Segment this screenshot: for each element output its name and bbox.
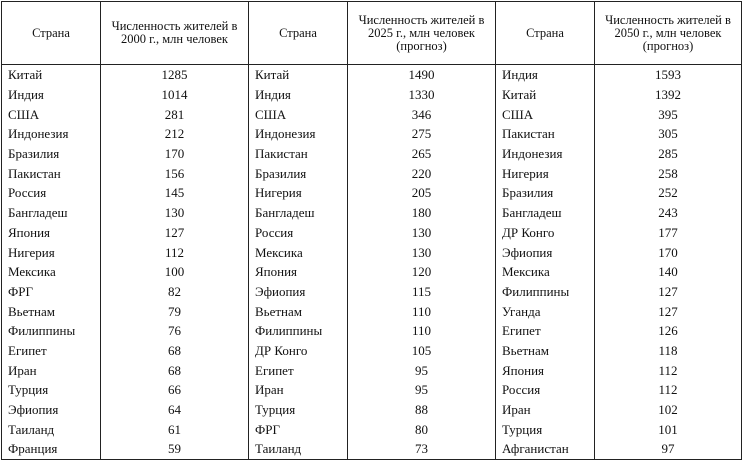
table-row [2,439,742,459]
table-row [2,203,742,223]
country-2025: Россия [249,223,348,243]
country-2000: Индия [2,85,101,105]
header-population-2025: Численность жителей в 2025 г., млн человек (прогноз) [348,2,496,65]
population-2050: 177 [595,223,742,243]
table-header [2,2,742,65]
population-2000: 1014 [101,85,249,105]
country-2000: Мексика [2,262,101,282]
country-2050: Египет [496,321,595,341]
country-2050: Иран [496,400,595,420]
population-2050: 101 [595,419,742,439]
country-2000: США [2,104,101,124]
country-2025: Филиппины [249,321,348,341]
country-2050: Афганистан [496,439,595,459]
country-2025: Нигерия [249,183,348,203]
population-2025: 130 [348,242,496,262]
population-2050: 395 [595,104,742,124]
country-2025: Турция [249,400,348,420]
table-row [2,360,742,380]
country-2000: Китай [2,65,101,85]
population-2000: 61 [101,419,249,439]
population-2025: 180 [348,203,496,223]
population-2000: 79 [101,301,249,321]
table-row [2,85,742,105]
population-table [1,1,742,460]
country-2050: Уганда [496,301,595,321]
header-population-2000: Численность жителей в 2000 г., млн человек [101,2,249,65]
country-2000: Филиппины [2,321,101,341]
table-row [2,183,742,203]
table-body [2,65,742,460]
population-2025: 95 [348,360,496,380]
population-2000: 66 [101,380,249,400]
table-row [2,400,742,420]
country-2050: ДР Конго [496,223,595,243]
header-population-2050: Численность жителей в 2050 г., млн человек (прогноз) [595,2,742,65]
country-2050: Китай [496,85,595,105]
country-2025: Пакистан [249,144,348,164]
country-2050: Вьетнам [496,341,595,361]
population-2050: 102 [595,400,742,420]
country-2000: Эфиопия [2,400,101,420]
country-2000: Россия [2,183,101,203]
table-row [2,419,742,439]
country-2050: Нигерия [496,163,595,183]
country-2025: Мексика [249,242,348,262]
country-2050: Россия [496,380,595,400]
country-2000: Египет [2,341,101,361]
country-2000: Франция [2,439,101,459]
header-country-2025: Страна [249,2,348,65]
population-2000: 59 [101,439,249,459]
country-2050: Индонезия [496,144,595,164]
population-2050: 258 [595,163,742,183]
country-2025: Индия [249,85,348,105]
population-2050: 112 [595,380,742,400]
table-row [2,65,742,85]
population-2000: 1285 [101,65,249,85]
country-2050: Эфиопия [496,242,595,262]
table-row [2,223,742,243]
population-2050: 127 [595,282,742,302]
country-2000: Таиланд [2,419,101,439]
population-2025: 1330 [348,85,496,105]
population-2000: 127 [101,223,249,243]
population-2025: 346 [348,104,496,124]
country-2050: Индия [496,65,595,85]
population-2000: 64 [101,400,249,420]
population-2025: 1490 [348,65,496,85]
population-2025: 115 [348,282,496,302]
population-2050: 243 [595,203,742,223]
country-2025: Эфиопия [249,282,348,302]
country-2050: Бангладеш [496,203,595,223]
population-2000: 100 [101,262,249,282]
population-2000: 156 [101,163,249,183]
population-2025: 275 [348,124,496,144]
population-table-container [1,1,742,460]
country-2025: Таиланд [249,439,348,459]
population-2000: 112 [101,242,249,262]
population-2000: 68 [101,360,249,380]
table-row [2,321,742,341]
table-row [2,144,742,164]
header-country-2050: Страна [496,2,595,65]
country-2000: Пакистан [2,163,101,183]
population-2025: 105 [348,341,496,361]
population-2025: 110 [348,321,496,341]
population-2025: 130 [348,223,496,243]
country-2000: ФРГ [2,282,101,302]
table-row [2,301,742,321]
country-2000: Турция [2,380,101,400]
country-2000: Иран [2,360,101,380]
population-2000: 68 [101,341,249,361]
country-2025: Бангладеш [249,203,348,223]
country-2025: США [249,104,348,124]
population-2050: 127 [595,301,742,321]
country-2000: Индонезия [2,124,101,144]
population-2050: 118 [595,341,742,361]
population-2000: 82 [101,282,249,302]
table-row [2,163,742,183]
country-2025: Иран [249,380,348,400]
population-2000: 170 [101,144,249,164]
header-row [2,2,742,65]
population-2025: 73 [348,439,496,459]
population-2050: 112 [595,360,742,380]
population-2050: 1392 [595,85,742,105]
country-2050: Япония [496,360,595,380]
population-2050: 140 [595,262,742,282]
population-2025: 120 [348,262,496,282]
country-2000: Япония [2,223,101,243]
population-2025: 95 [348,380,496,400]
country-2025: Египет [249,360,348,380]
population-2000: 76 [101,321,249,341]
country-2000: Вьетнам [2,301,101,321]
country-2025: Вьетнам [249,301,348,321]
country-2050: Турция [496,419,595,439]
country-2025: Китай [249,65,348,85]
table-row [2,262,742,282]
population-2000: 145 [101,183,249,203]
country-2050: Пакистан [496,124,595,144]
population-2050: 1593 [595,65,742,85]
population-2050: 126 [595,321,742,341]
population-2025: 110 [348,301,496,321]
population-2025: 88 [348,400,496,420]
country-2025: ДР Конго [249,341,348,361]
country-2025: ФРГ [249,419,348,439]
population-2050: 285 [595,144,742,164]
table-row [2,380,742,400]
country-2000: Бангладеш [2,203,101,223]
country-2050: Бразилия [496,183,595,203]
population-2025: 265 [348,144,496,164]
population-2000: 130 [101,203,249,223]
country-2000: Бразилия [2,144,101,164]
table-row [2,282,742,302]
table-row [2,124,742,144]
country-2025: Индонезия [249,124,348,144]
population-2025: 205 [348,183,496,203]
population-2050: 170 [595,242,742,262]
population-2025: 220 [348,163,496,183]
country-2025: Бразилия [249,163,348,183]
population-2025: 80 [348,419,496,439]
population-2000: 212 [101,124,249,144]
population-2050: 252 [595,183,742,203]
population-2000: 281 [101,104,249,124]
country-2050: Мексика [496,262,595,282]
population-2050: 97 [595,439,742,459]
country-2025: Япония [249,262,348,282]
country-2000: Нигерия [2,242,101,262]
header-country-2000: Страна [2,2,101,65]
table-row [2,104,742,124]
table-row [2,341,742,361]
country-2050: Филиппины [496,282,595,302]
population-2050: 305 [595,124,742,144]
table-row [2,242,742,262]
country-2050: США [496,104,595,124]
